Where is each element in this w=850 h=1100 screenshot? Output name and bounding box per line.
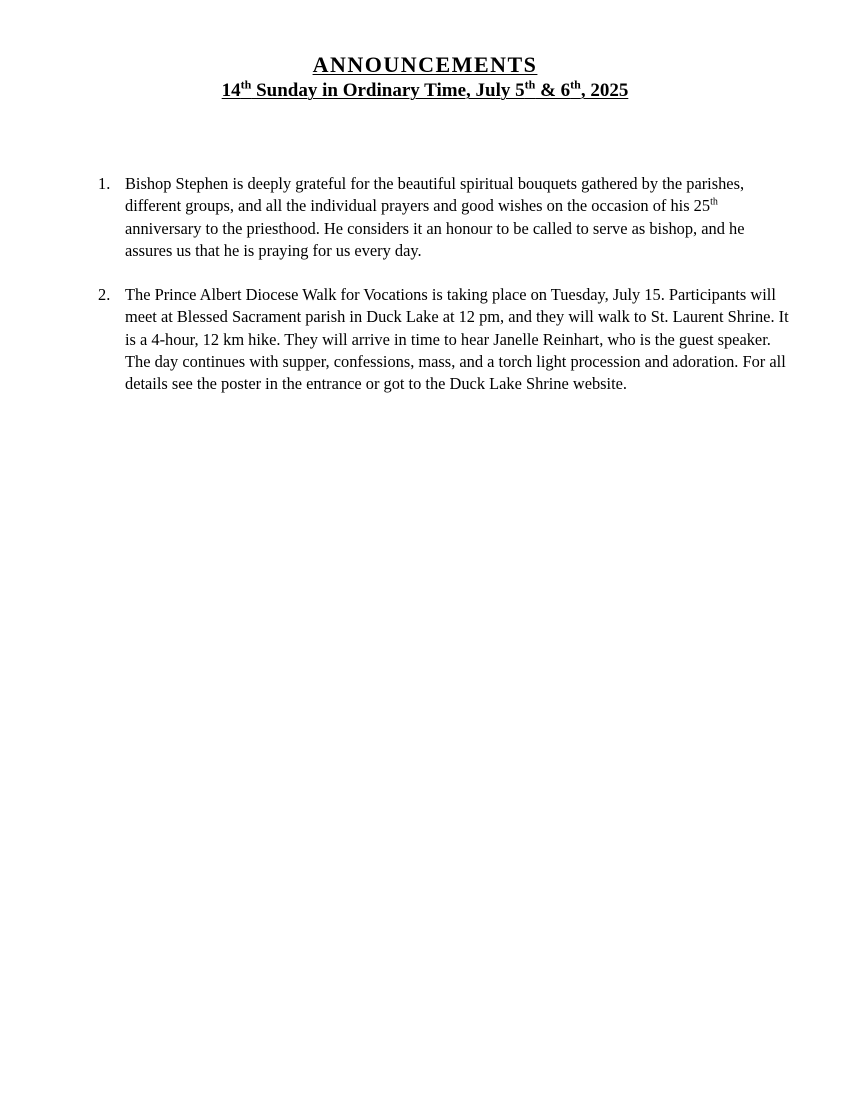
announcement-text-sup: th xyxy=(710,196,718,208)
subtitle-part-4: , 2025 xyxy=(580,80,629,101)
announcement-item xyxy=(0,284,795,395)
announcement-number: 1. xyxy=(98,174,111,193)
subtitle-part-2: Sunday in Ordinary Time, July 5 xyxy=(251,80,525,101)
announcement-number: 2. xyxy=(98,285,111,305)
subtitle-sup-1: th xyxy=(240,77,252,92)
announcement-item xyxy=(0,173,795,262)
announcement-text-part: Bishop Stephen is deeply grateful for the beautiful spiritual bouquets gathered by the parishes, different groups, and all the individual prayers and good wishes on the occasion of his 25 xyxy=(125,174,745,216)
page-subtitle xyxy=(222,78,629,104)
announcement-text xyxy=(125,174,745,260)
subtitle-row xyxy=(0,78,850,104)
announcement-text: The Prince Albert Diocese Walk for Vocations is taking place on Tuesday, July 15. Participants will meet at Blessed Sacrament parish in Duck Lake at 12 pm, and they will walk to St. Laurent Shrine. It is a 4-hour, 12 km hike. They will arrive in time to hear Janelle Reinhart, who is the guest speaker. The day continues with supper, confessions, mass, and a torch light procession and adoration. For all details see the poster in the entrance or got to the Duck Lake Shrine website. xyxy=(125,285,789,394)
announcement-list xyxy=(0,173,850,418)
page-header xyxy=(0,52,850,104)
subtitle-sup-2: th xyxy=(524,77,536,92)
title-row xyxy=(0,52,850,78)
subtitle-sup-3: th xyxy=(570,77,581,92)
subtitle-part-3: & 6 xyxy=(535,80,571,101)
announcement-text-part: anniversary to the priesthood. He considers it an honour to be called to serve as bishop, and he assures us that he is praying for us every day. xyxy=(125,218,745,260)
page-title: ANNOUNCEMENTS xyxy=(312,52,538,77)
subtitle-part-1: 14 xyxy=(221,80,241,101)
